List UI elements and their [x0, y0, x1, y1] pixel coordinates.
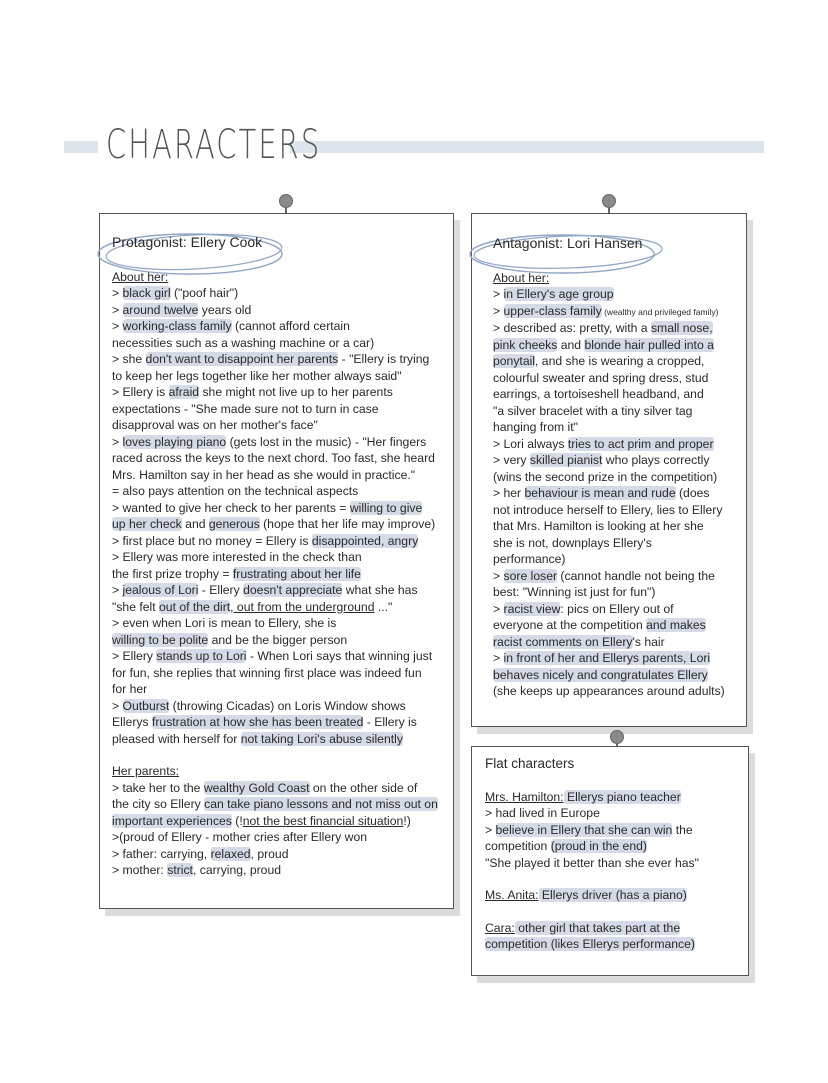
- list-item: that Mrs. Hamilton is looking at her she: [493, 519, 704, 533]
- list-item: Cara: other girl that takes part at the: [485, 920, 681, 935]
- list-item: performance): [493, 552, 566, 566]
- pin-icon: [279, 194, 293, 208]
- protagonist-title: Protagonist: Ellery Cook: [112, 234, 263, 250]
- about-label: About her:: [112, 269, 169, 284]
- list-item: the first prize trophy = frustrating about her life: [112, 566, 361, 581]
- list-item: the city so Ellery can take piano lessons and not miss out on: [112, 797, 438, 811]
- list-item: > sore loser (cannot handle not being the: [493, 568, 715, 583]
- list-item: = also pays attention on the technical aspects: [112, 484, 359, 498]
- list-item: willing to be polite and be the bigger person: [112, 632, 348, 647]
- list-item: everyone at the competition and makes: [493, 618, 706, 632]
- list-item: > even when Lori is mean to Ellery, she is: [112, 616, 337, 630]
- list-item: > racist view: pics on Ellery out of: [493, 601, 674, 616]
- list-item: expectations - "She made sure not to turn in case: [112, 401, 379, 416]
- list-item: "she felt out of the dirt, out from the underground ...": [112, 599, 393, 614]
- list-item: > first place but no money = Ellery is disappointed, angry: [112, 533, 419, 548]
- list-item: > in Ellery's age group: [493, 287, 614, 301]
- list-item: (wins the second prize in the competition): [493, 469, 718, 484]
- list-item: > wanted to give her check to her parents = willing to give: [112, 500, 423, 515]
- parents-label: Her parents:: [112, 764, 180, 778]
- list-item: earrings, a tortoiseshell headband, and: [493, 387, 704, 401]
- title-bar-left: [64, 141, 98, 153]
- list-item: > in front of her and Ellerys parents, Lori: [493, 651, 711, 665]
- list-item: hanging from it": [493, 420, 578, 434]
- list-item: > very skilled pianist who plays correctly: [493, 453, 710, 467]
- list-item: competition (proud in the end): [485, 839, 647, 853]
- list-item: raced across the keys to the next chord. Too fast, she heard: [112, 451, 435, 465]
- list-item: > father: carrying, relaxed, proud: [112, 846, 289, 861]
- list-item: Mrs. Hamilton: Ellerys piano teacher: [485, 789, 681, 804]
- pin-icon: [610, 730, 624, 744]
- list-item: > Outburst (throwing Cicadas) on Loris Window shows: [112, 698, 406, 713]
- list-item: > Ellery stands up to Lori - When Lori says that winning just: [112, 649, 433, 663]
- list-item: > Ellery was more interested in the check than: [112, 550, 362, 564]
- about-label: About her:: [493, 270, 550, 285]
- list-item: "She played it better than she ever has": [485, 855, 699, 870]
- flat-title: Flat characters: [485, 756, 575, 771]
- list-item: >(proud of Ellery - mother cries after Ellery won: [112, 830, 368, 844]
- list-item: > mother: strict, carrying, proud: [112, 863, 282, 877]
- list-item: necessities such as a washing machine or a car): [112, 335, 375, 350]
- list-item: > black girl ("poof hair"): [112, 286, 239, 300]
- list-item: pink cheeks and blonde hair pulled into a: [493, 337, 714, 352]
- list-item: important experiences (!not the best financial situation!): [112, 813, 411, 828]
- list-item: Mrs. Hamilton say in her head as she would in practice.": [112, 467, 416, 482]
- list-item: > jealous of Lori - Ellery doesn't appreciate what she has: [112, 583, 418, 597]
- list-item: to keep her legs together like her mother always said": [112, 368, 402, 383]
- list-item: > had lived in Europe: [485, 806, 600, 820]
- list-item: behaves nicely and congratulates Ellery: [493, 667, 708, 682]
- title-bar-right: [290, 141, 764, 153]
- list-item: > her behaviour is mean and rude (does: [493, 486, 710, 500]
- list-item: Ellerys frustration at how she has been treated - Ellery is: [112, 715, 417, 729]
- list-item: not introduce herself to Ellery, lies to Ellery: [493, 502, 723, 517]
- list-item: > working-class family (cannot afford certain: [112, 319, 350, 333]
- list-item: colourful sweater and spring dress, stud: [493, 370, 709, 385]
- list-item: disapproval was on her mother's face": [112, 418, 318, 432]
- list-item: > described as: pretty, with a small nose,: [493, 321, 713, 335]
- list-item: > Ellery is afraid she might not live up to her parents: [112, 385, 393, 399]
- list-item: > she don't want to disappoint her parents - "Ellery is trying: [112, 352, 430, 366]
- list-item: she is not, downplays Ellery's: [493, 535, 652, 550]
- pin-icon: [602, 194, 616, 208]
- list-item: > loves playing piano (gets lost in the music) - "Her fingers: [112, 434, 427, 449]
- list-item: Ms. Anita: Ellerys driver (has a piano): [485, 888, 687, 902]
- list-item: for fun, she replies that winning first place was indeed fun: [112, 665, 422, 680]
- list-item: best: "Winning ist just for fun"): [493, 585, 656, 599]
- list-item: ponytail, and she is wearing a cropped,: [493, 354, 705, 368]
- list-item: competition (likes Ellerys performance): [485, 937, 695, 951]
- list-item: (she keeps up appearances around adults): [493, 684, 725, 698]
- flat-characters-card: [471, 746, 749, 976]
- list-item: pleased with herself for not taking Lori's abuse silently: [112, 731, 403, 746]
- list-item: > around twelve years old: [112, 302, 252, 317]
- list-item: > take her to the wealthy Gold Coast on the other side of: [112, 780, 418, 795]
- antagonist-card: [471, 213, 747, 727]
- antagonist-title: Antagonist: Lori Hansen: [493, 235, 643, 251]
- list-item: racist comments on Ellery's hair: [493, 634, 665, 649]
- list-item: up her check and generous (hope that her life may improve): [112, 517, 436, 531]
- list-item: > upper-class family (wealthy and privileged family): [493, 303, 719, 318]
- list-item: for her: [112, 682, 148, 696]
- list-item: "a silver bracelet with a tiny silver tag: [493, 403, 693, 418]
- page-title: CHARACTERS: [106, 122, 322, 168]
- protagonist-card: [99, 213, 454, 909]
- list-item: > believe in Ellery that she can win the: [485, 822, 693, 837]
- list-item: > Lori always tries to act prim and proper: [493, 436, 714, 451]
